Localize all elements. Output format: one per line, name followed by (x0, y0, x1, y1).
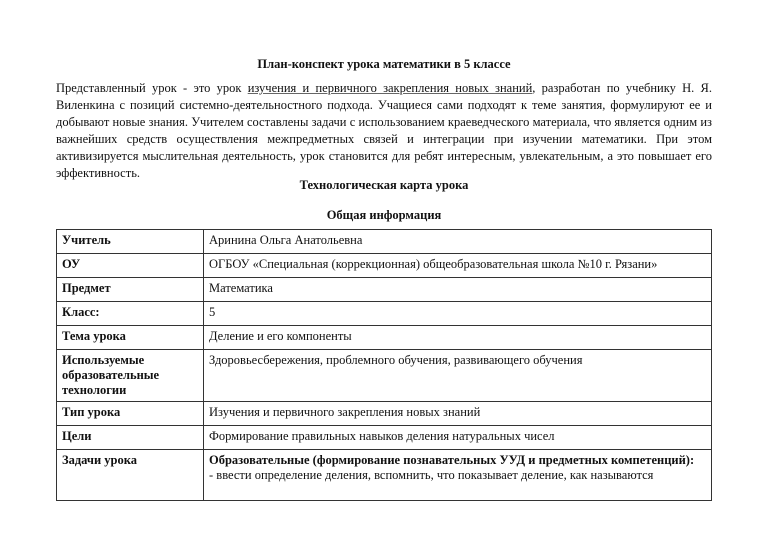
row-key-lesson-type: Тип урока (57, 402, 204, 426)
table-row (57, 254, 712, 278)
document-title: План-конспект урока математики в 5 классе (257, 57, 511, 71)
table-row (57, 402, 712, 426)
row-key-goals: Цели (57, 426, 204, 450)
intro-underlined-phrase: изучения и первичного закрепления новых знаний (247, 81, 533, 95)
table-row (57, 230, 712, 254)
row-value-teacher: Аринина Ольга Анатольевна (204, 230, 712, 254)
general-info-table (56, 229, 712, 501)
row-key-topic: Тема урока (57, 326, 204, 350)
tasks-text: - ввести определение деления, вспомнить, что показывает деление, как называются (209, 468, 654, 482)
row-value-tasks (204, 450, 712, 501)
row-key-school: ОУ (57, 254, 204, 278)
table-row (57, 326, 712, 350)
row-key-class: Класс: (57, 302, 204, 326)
row-value-lesson-type: Изучения и первичного закрепления новых знаний (204, 402, 712, 426)
row-value-technologies: Здоровьесбережения, проблемного обучения, развивающего обучения (204, 350, 712, 402)
heading-general-info: Общая информация (326, 208, 442, 222)
row-value-school: ОГБОУ «Специальная (коррекционная) общеобразовательная школа №10 г. Рязани» (204, 254, 712, 278)
row-value-subject: Математика (204, 278, 712, 302)
row-key-teacher: Учитель (57, 230, 204, 254)
row-key-tasks: Задачи урока (57, 450, 204, 501)
row-key-subject: Предмет (57, 278, 204, 302)
table-row (57, 426, 712, 450)
table-row (57, 450, 712, 501)
heading-tech-map: Технологическая карта урока (299, 178, 469, 192)
intro-text-part1: Представленный урок - это урок (56, 81, 248, 95)
row-key-technologies: Используемые образовательные технологии (57, 350, 204, 402)
intro-paragraph (56, 80, 712, 182)
table-row (57, 278, 712, 302)
row-value-topic: Деление и его компоненты (204, 326, 712, 350)
row-value-class: 5 (204, 302, 712, 326)
row-value-goals: Формирование правильных навыков деления натуральных чисел (204, 426, 712, 450)
table-row (57, 302, 712, 326)
table-row (57, 350, 712, 402)
tasks-bold-heading: Образовательные (формирование познавательных УУД и предметных компетенций): (209, 453, 695, 467)
intro-text-part2: , разработан по учебнику Н. Я. Виленкина с позиций системно-деятельностного подхода. Учащиеся сами подходят к теме занятия, формулируют ее и добывают новые знания. Учителем составлены задачи с использованием краеведческого материала, что является одним из важнейших средств осуществления межпредметных связей и интеграции при изучении математики. При этом активизируется мыслительная деятельность, урок становится для ребят интересным, увлекательным, а это повышает его эффективность. (56, 81, 712, 180)
